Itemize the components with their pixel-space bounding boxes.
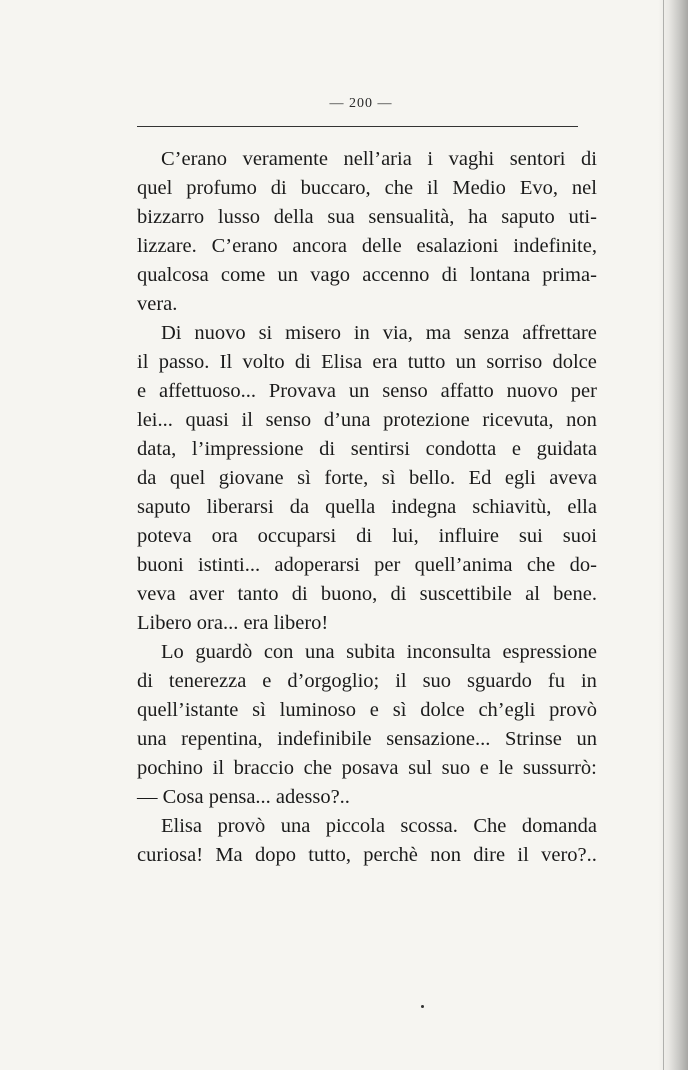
text-line: Libero ora... era libero! — [137, 612, 329, 634]
text-line: bizzarro lusso della sua sensualità, ha saputo uti- — [137, 206, 597, 228]
header-rule — [137, 126, 578, 127]
text-line: saputo liberarsi da quella indegna schiavitù, ella — [137, 496, 597, 518]
text-line: qualcosa come un vago accenno di lontana prima- — [137, 264, 597, 286]
text-line: lizzare. C’erano ancora delle esalazioni indefinite, — [137, 235, 597, 257]
text-line: Elisa provò una piccola scossa. Che domanda — [161, 815, 597, 837]
text-line: e affettuoso... Provava un senso affatto nuovo per — [137, 380, 597, 402]
text-line: quel profumo di buccaro, che il Medio Evo, nel — [137, 177, 597, 199]
body-text — [137, 145, 597, 870]
text-line: da quel giovane sì forte, sì bello. Ed egli aveva — [137, 467, 597, 489]
text-line: Di nuovo si misero in via, ma senza affrettare — [161, 322, 597, 344]
text-line: Lo guardò con una subita inconsulta espressione — [161, 641, 597, 663]
text-line: C’erano veramente nell’aria i vaghi sentori di — [161, 148, 597, 170]
page-number: — 200 — — [329, 96, 393, 111]
text-line: pochino il braccio che posava sul suo e le sussurrò: — [137, 757, 597, 779]
text-line: poteva ora occuparsi di lui, influire sui suoi — [137, 525, 597, 547]
text-line: di tenerezza e d’orgoglio; il suo sguardo fu in — [137, 670, 597, 692]
text-line: quell’istante sì luminoso e sì dolce ch’egli provò — [137, 699, 597, 721]
text-line: — Cosa pensa... adesso?.. — [137, 786, 350, 808]
text-line: lei... quasi il senso d’una protezione ricevuta, non — [137, 409, 597, 431]
binding-edge — [663, 0, 664, 1070]
text-line: curiosa! Ma dopo tutto, perchè non dire il vero?.. — [137, 844, 597, 866]
text-line: una repentina, indefinibile sensazione... Strinse un — [137, 728, 597, 750]
text-line: veva aver tanto di buono, di suscettibile al bene. — [137, 583, 597, 605]
ink-speck — [421, 1005, 424, 1008]
text-line: il passo. Il volto di Elisa era tutto un sorriso dolce — [137, 351, 597, 373]
text-line: vera. — [137, 293, 178, 315]
text-line: buoni istinti... adoperarsi per quell’anima che do- — [137, 554, 597, 576]
text-line: data, l’impressione di sentirsi condotta e guidata — [137, 438, 597, 460]
